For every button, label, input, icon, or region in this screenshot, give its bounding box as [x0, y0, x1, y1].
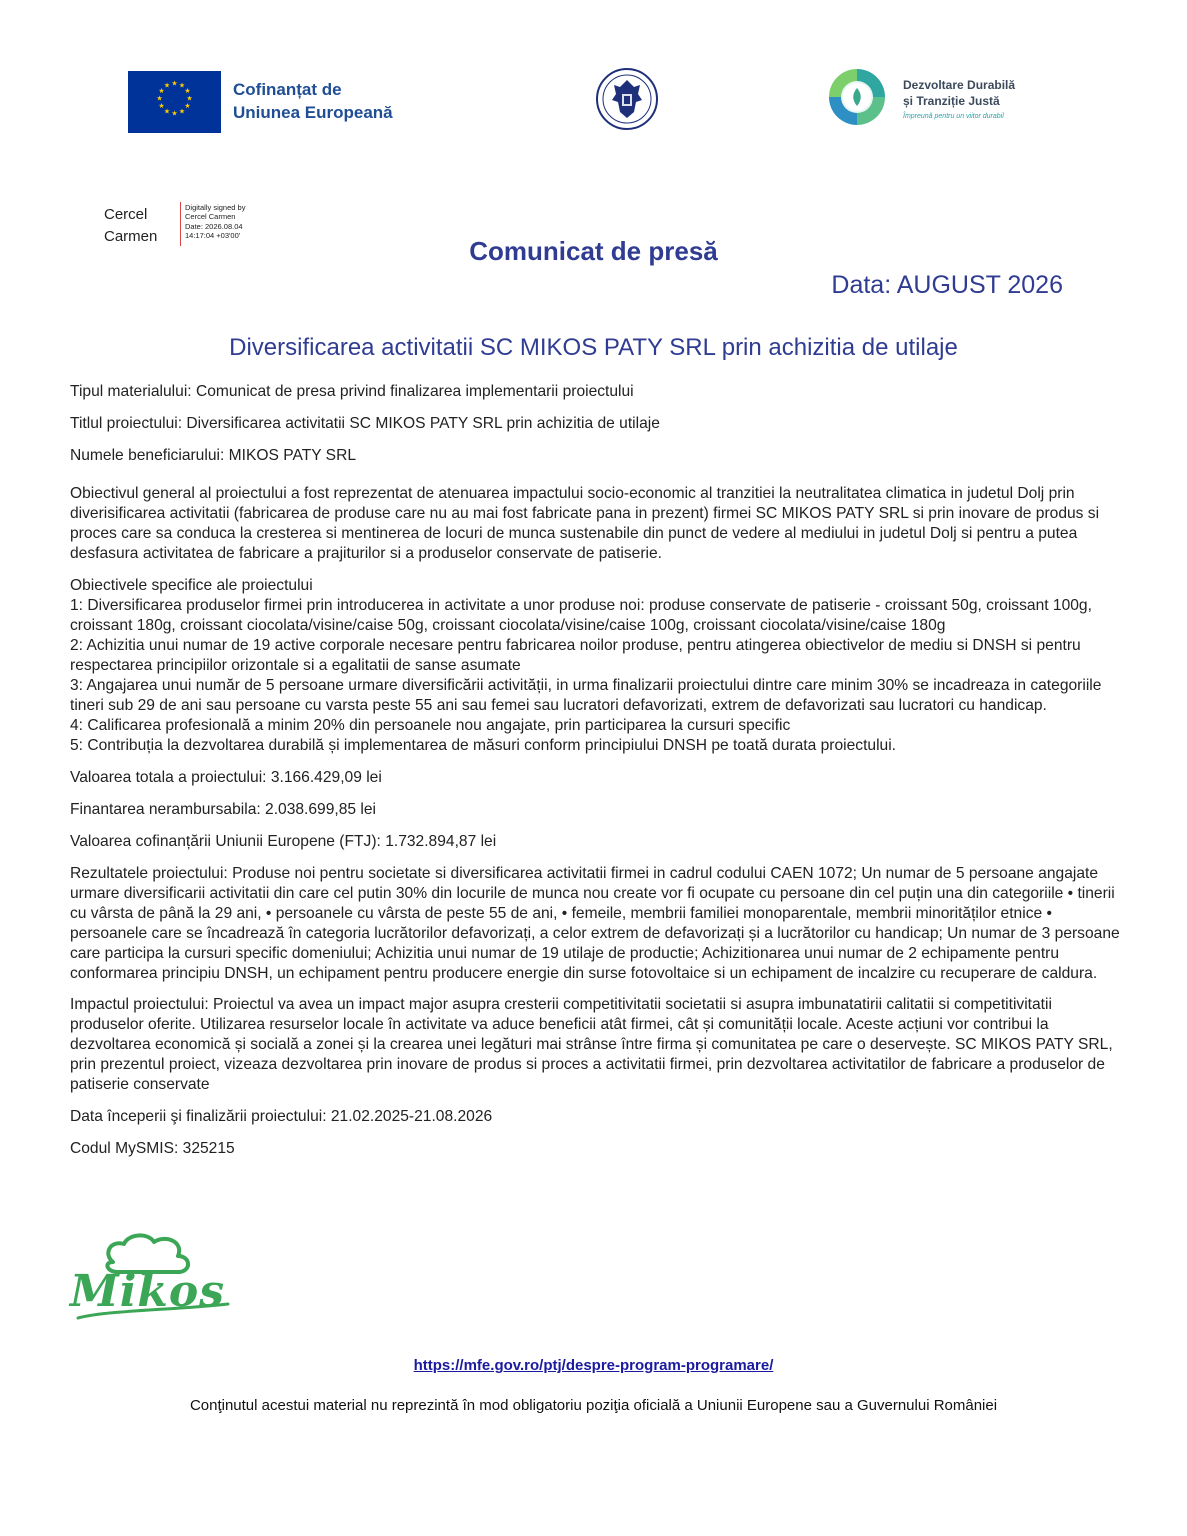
material-type: Tipul materialului: Comunicat de presa privind finalizarea implementarii proiectului	[70, 383, 634, 400]
svg-text:★: ★	[171, 109, 178, 118]
beneficiary: Numele beneficiarului: MIKOS PATY SRL	[70, 447, 357, 464]
svg-text:★: ★	[186, 94, 193, 103]
ptj-line-2: și Tranziție Justă	[903, 94, 1000, 108]
ptj-program-label	[903, 77, 1015, 123]
page-title: Comunicat de presă	[469, 236, 718, 266]
svg-text:★: ★	[178, 81, 186, 90]
project-period: Data începerii şi finalizării proiectului: 21.02.2025-21.08.2026	[70, 1108, 493, 1125]
non-reimbursable-funding: Finantarea nerambursabila: 2.038.699,85 lei	[70, 801, 377, 818]
program-link[interactable]: https://mfe.gov.ro/ptj/despre-program-programare/	[413, 1357, 774, 1374]
mikos-logo-text: Mikos	[70, 1266, 226, 1317]
ptj-program-logo-icon	[828, 68, 886, 126]
project-results: Rezultatele proiectului: Produse noi pentru societate si diversificarea activitatii firmei in cadrul codului CAEN 1072; Un numar de 5 persoane angajate urmare diversificarii activitatii din care cel putin 30% din locurile de munca nou create vor fi ocupate cu persoane din cel puțin una din categoriile • tinerii cu vârsta de până la 29 ani, • persoanele cu vârsta de peste 55 de ani, • femeile, membrii familiei monoparentale, membrii minorităților etnice • persoanele care se încadrează în categoria lucrătorilor defavorizați, a celor extrem de defavorizați și a lucrătorilor cu handicap; Un numar de 3 persoane care participa la cursuri specific domeniului; Achizitia unui numar de 19 utilaje de productie; Achizitionarea unui numar de 2 echipamente pentru conformarea principiu DNSH, un echipament pentru producere energie din surse fotovoltaice si un echipament de incalzire cu recuperare de caldura.	[70, 865, 1120, 982]
signature-line-3: Date: 2026.08.04	[185, 221, 243, 231]
general-objective: Obiectivul general al proiectului a fost reprezentat de atenuarea impactului socio-economic al tranzitiei la neutralitatea climatica in judetul Dolj prin diverisificarea activitatii (fabricarea de produse care nu au mai fost fabricate pana in prezent) firmei SC MIKOS PATY SRL si prin inovare de produs si proces care sa conduca la cresterea si mentinerea de locuri de munca sustenabile din punct de vedere al mediului in judetul Dolj si pentru a putea desfasura activitatea de fabricare a prajiturilor si a produselor conservate de patiserie.	[70, 485, 1100, 562]
signature-line-1: Digitally signed by	[185, 203, 246, 212]
project-impact: Impactul proiectului: Proiectul va avea un impact major asupra cresterii competitivitatii societatii si asupra imbunatatirii calitatii si competitivitatii produselor oferite. Utilizarea resurselor locale în activitate va aduce beneficii atât firmei, cât și comunității locale. Aceste acțiuni vor contribui la dezvoltarea economică și socială a zonei și la crearea unei legături mai strânse între firma și comunitatea pe care o deservește. SC MIKOS PATY SRL, prin prezentul proiect, vizeaza dezvoltarea prin inovare de produs si proces a activitatii firmei, prin dezvoltarea activitatilor de fabricare a produselor de patiserie conservate	[70, 996, 1113, 1093]
specific-objectives-title: Obiectivele specifice ale proiectului	[70, 577, 313, 594]
svg-text:★: ★	[163, 81, 171, 90]
specific-objective-item: 5: Contribuția la dezvoltarea durabilă și implementarea de măsuri conform principiului DNSH pe toată durata proiectului.	[70, 737, 897, 754]
specific-objective-item: 1: Diversificarea produselor firmei prin introducerea in activitate a unor produse noi: produse conservate de patiserie - croissant 50g, croissant 100g, croissant 180g, croissant ciocolata/visine/caise 50g, croissant ciocolata/visine/caise 100g, croissant ciocolata/visine/caise 180g	[70, 597, 1092, 634]
eu-cofinancing-label	[233, 78, 393, 124]
signature-last-name: Carmen	[104, 228, 158, 245]
eu-flag-icon	[128, 71, 221, 133]
project-title: Diversificarea activitatii SC MIKOS PATY SRL prin achizitia de utilaje	[229, 334, 958, 361]
romania-government-crest-icon	[596, 68, 658, 130]
svg-text:★: ★	[156, 94, 163, 103]
signature-line-2: Cercel Carmen	[185, 212, 236, 222]
svg-text:★: ★	[158, 87, 165, 95]
signature-first-name: Cercel	[104, 206, 148, 223]
ptj-line-1: Dezvoltare Durabilă	[903, 78, 1016, 92]
signature-line-4: 14:17:04 +03'00'	[185, 231, 241, 241]
svg-text:★: ★	[184, 102, 191, 110]
svg-text:★: ★	[163, 107, 171, 116]
project-title-line: Titlul proiectului: Diversificarea activitatii SC MIKOS PATY SRL prin achizitia de utilaje	[70, 415, 660, 432]
total-value: Valoarea totala a proiectului: 3.166.429,09 lei	[70, 769, 382, 786]
specific-objective-item: 4: Calificarea profesională a minim 20% din persoanele nou angajate, prin participarea la cursuri specific	[70, 717, 791, 734]
svg-text:★: ★	[184, 87, 191, 95]
svg-text:★: ★	[178, 107, 186, 116]
disclaimer: Conţinutul acestui material nu reprezintă în mod obligatoriu poziţia oficială a Uniunii Europene sau a Guvernului României	[189, 1397, 998, 1414]
eu-cofinancing-value: Valoarea cofinanțării Uniunii Europene (FTJ): 1.732.894,87 lei	[70, 833, 497, 850]
eu-line-2: Uniunea Europeană	[233, 103, 393, 122]
eu-line-1: Cofinanțat de	[233, 80, 342, 99]
document-date: Data: AUGUST 2026	[831, 271, 1063, 299]
digital-signature-details	[185, 203, 245, 241]
press-release-body	[70, 382, 1120, 1159]
specific-objective-item: 3: Angajarea unui număr de 5 persoane urmare diversificării activității, in urma finalizarii proiectului dintre care minim 30% se incadreaza in categoriile tineri sub 29 de ani sau persoane cu varsta peste 55 ani sau femei sau lucratori defavorizati, extrem de defavorizati sau lucratori cu handicap.	[70, 677, 1102, 714]
ptj-tagline: Împreună pentru un viitor durabil	[903, 113, 1004, 120]
svg-text:★: ★	[171, 79, 178, 88]
specific-objective-item: 2: Achizitia unui numar de 19 active corporale necesare pentru fabricarea noilor produse, pentru atingerea obiectivelor de mediu si DNSH si pentru respectarea principiilor orizontale si a egalitatii de sanse asumate	[70, 637, 1081, 674]
svg-text:★: ★	[158, 102, 165, 110]
mysmis-code: Codul MySMIS: 325215	[70, 1140, 235, 1157]
